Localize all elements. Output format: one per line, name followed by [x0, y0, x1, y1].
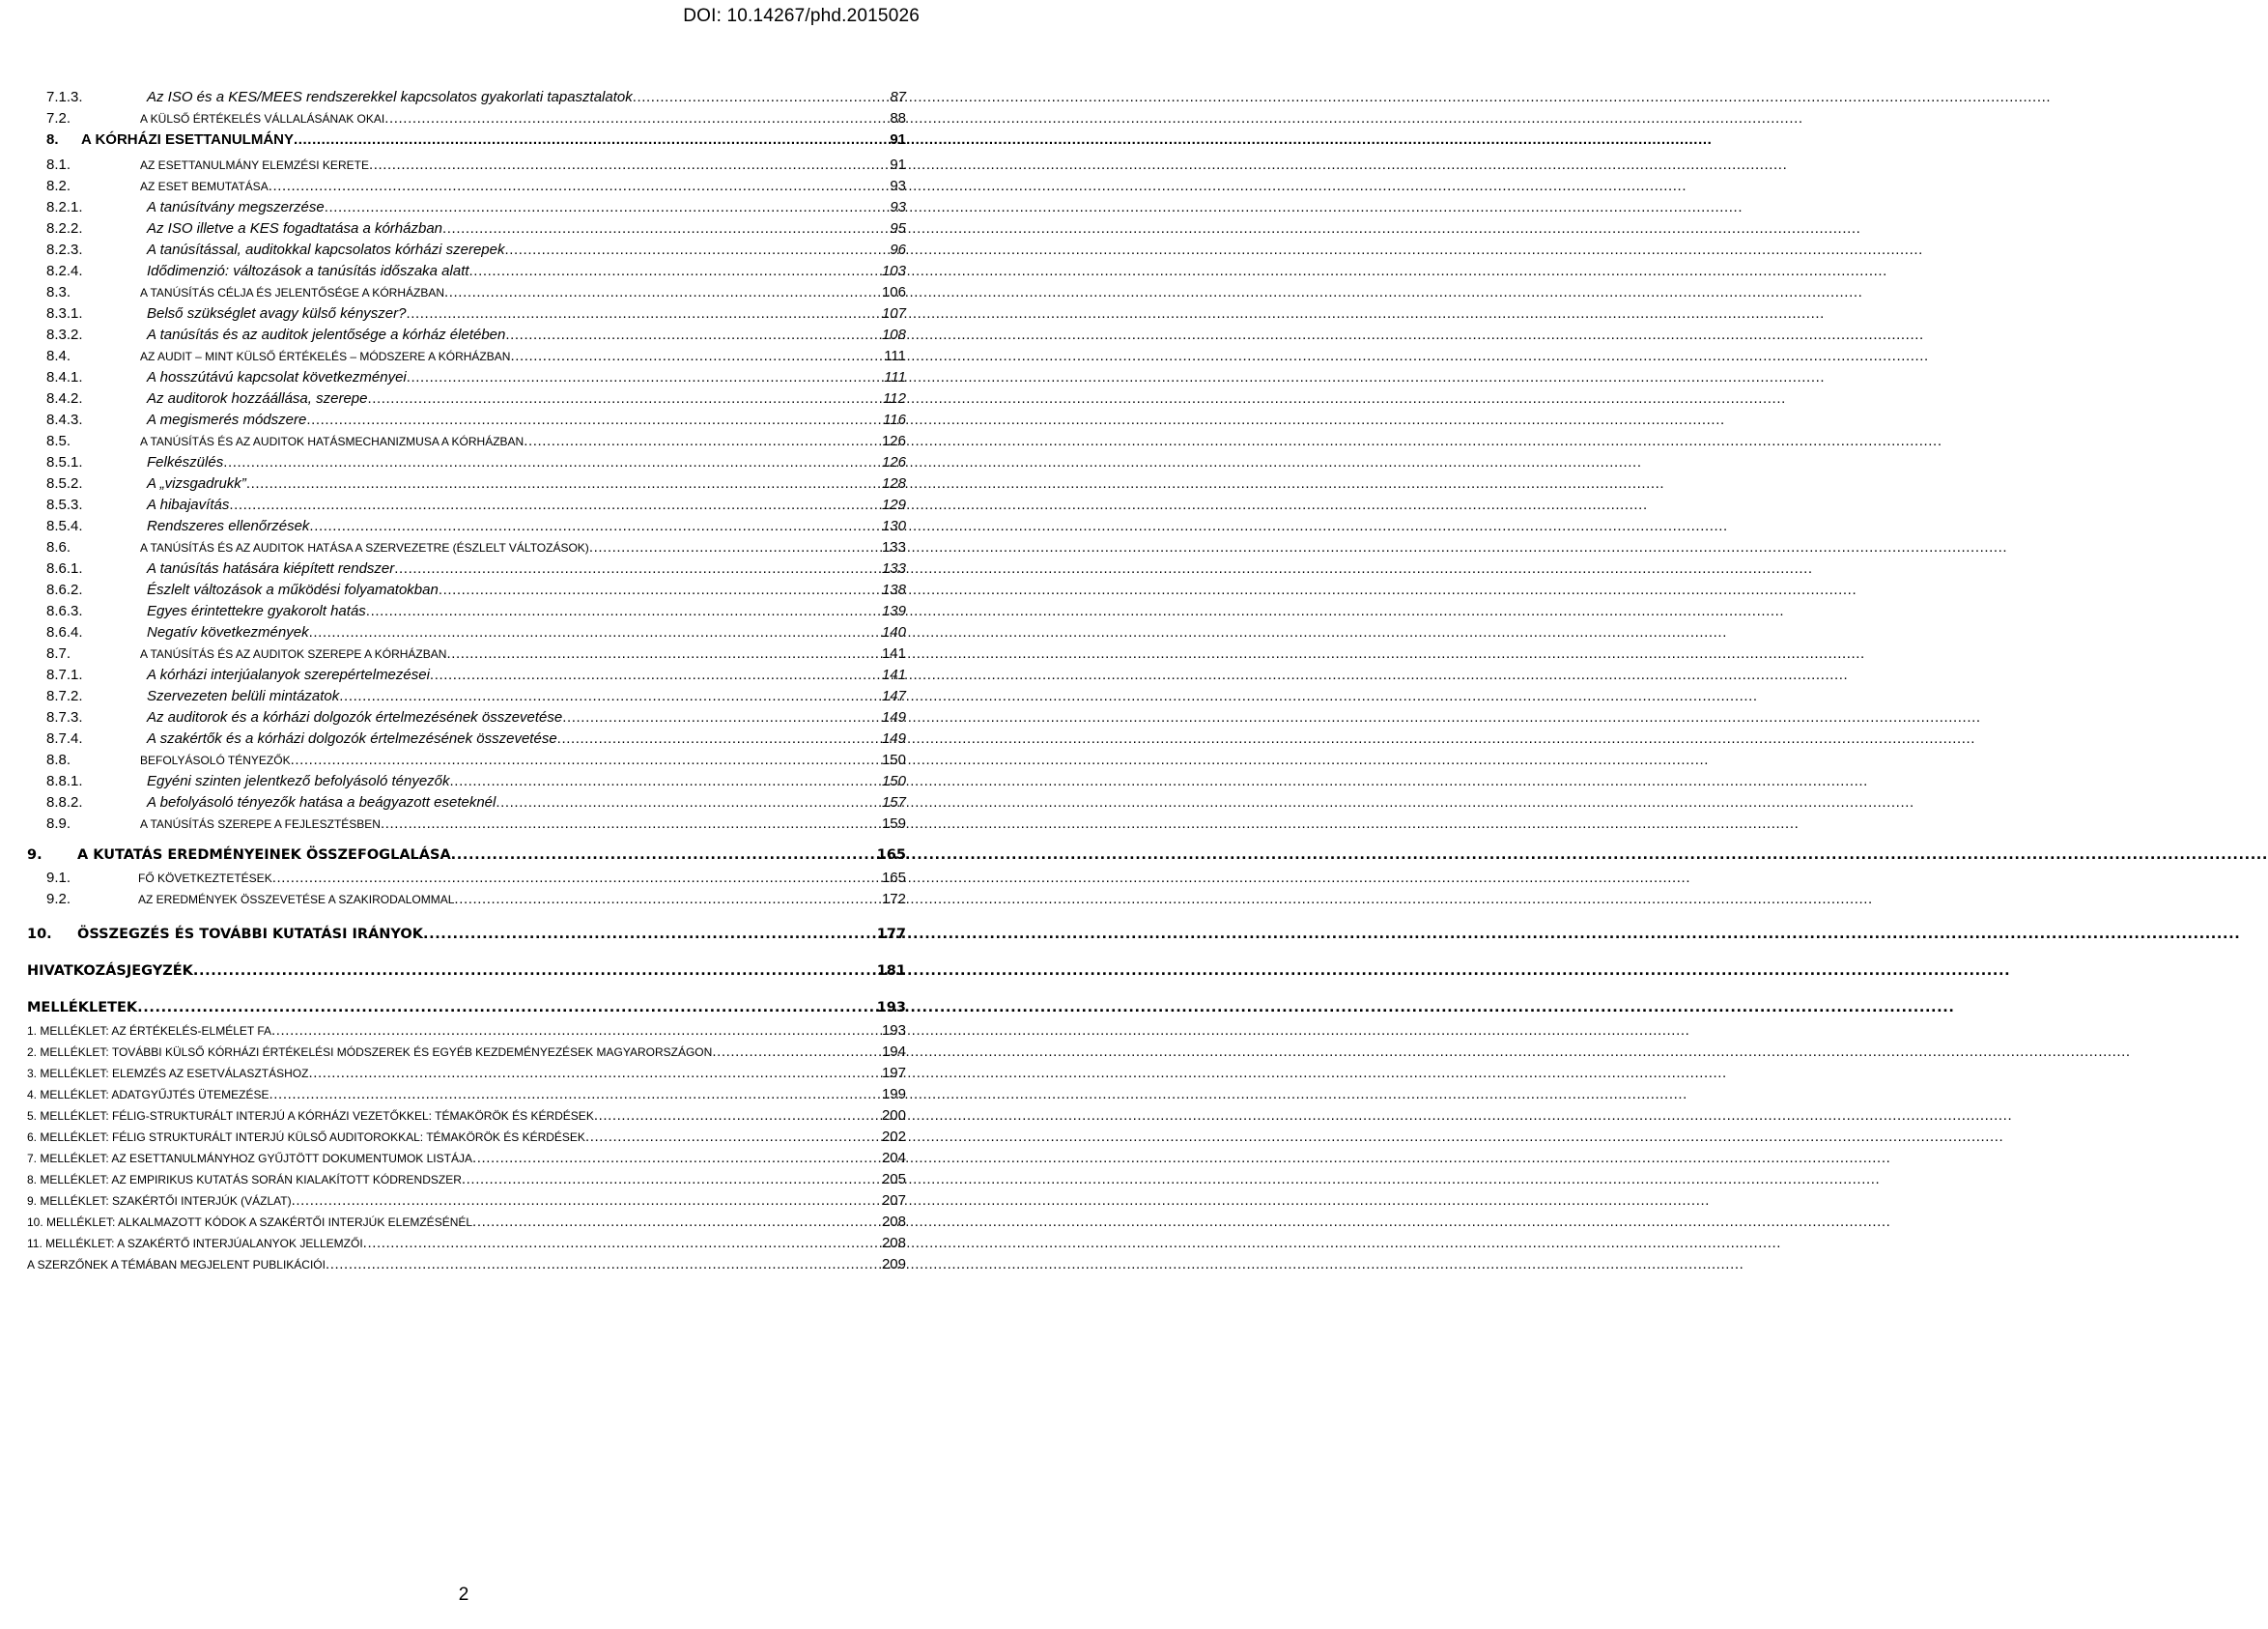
toc-entry-page: 139: [881, 603, 906, 619]
toc-dot-leader: [589, 539, 880, 557]
toc-entry-page: 200: [881, 1107, 906, 1124]
toc-entry[interactable]: [27, 1043, 906, 1065]
toc-entry[interactable]: [27, 131, 906, 157]
toc-dot-leader: [472, 1150, 880, 1167]
toc-entry-title: 7. MELLÉKLET: AZ ESETTANULMÁNYHOZ GYŰJTÖTT DOKUMENTUMOK LISTÁJA: [27, 1152, 472, 1165]
toc-entry[interactable]: [27, 369, 906, 390]
toc-entry[interactable]: [27, 582, 906, 603]
toc-entry[interactable]: [27, 1107, 906, 1129]
toc-entry-number: 8.4.3.: [46, 412, 83, 428]
toc-entry-page: 93: [890, 199, 906, 215]
toc-entry[interactable]: [27, 688, 906, 709]
toc-dot-leader: [496, 794, 880, 812]
toc-entry[interactable]: [27, 433, 906, 454]
toc-entry-title: ÖSSZEGZÉS ÉS TOVÁBBI KUTATÁSI IRÁNYOK: [77, 927, 423, 942]
toc-entry-title: MELLÉKLETEK: [27, 1000, 138, 1015]
toc-entry-page: 197: [881, 1065, 906, 1081]
toc-dot-leader: [505, 327, 880, 344]
doi-header: DOI: 10.14267/phd.2015026: [683, 6, 920, 26]
toc-entry-page: 157: [881, 794, 906, 811]
toc-entry-page: 88: [890, 110, 906, 127]
toc-entry-title: Az ISO illetve a KES fogadtatása a kórházban: [147, 220, 443, 237]
toc-entry[interactable]: [27, 1214, 906, 1235]
toc-entry-number: 8.5.3.: [46, 497, 83, 513]
toc-entry-page: 165: [881, 870, 906, 886]
toc-entry-title: A „vizsgadrukk”: [147, 475, 246, 492]
toc-entry[interactable]: [27, 773, 906, 794]
toc-entry-page: 107: [881, 305, 906, 322]
toc-entry-number: 8.7.3.: [46, 709, 83, 726]
toc-dot-leader: [444, 284, 880, 301]
toc-entry-title: A TANÚSÍTÁS SZEREPE A FEJLESZTÉSBEN: [140, 817, 381, 831]
toc-dot-leader: [366, 603, 880, 620]
toc-entry[interactable]: [27, 1192, 906, 1214]
toc-dot-leader: [469, 263, 880, 280]
toc-dot-leader: [504, 242, 888, 259]
toc-entry[interactable]: [27, 1235, 906, 1256]
toc-entry-title: A tanúsítás hatására kiépített rendszer: [147, 560, 395, 577]
toc-entry[interactable]: [27, 870, 906, 891]
toc-entry-title: A TANÚSÍTÁS ÉS AZ AUDITOK HATÁSA A SZERVEZETRE (ÉSZLELT VÁLTOZÁSOK): [140, 541, 589, 555]
toc-entry-number: 9.1.: [46, 870, 71, 886]
toc-entry[interactable]: [27, 645, 906, 667]
toc-entry-page: 108: [881, 327, 906, 343]
toc-entry[interactable]: [27, 475, 906, 497]
toc-entry-page: 133: [881, 560, 906, 577]
toc-dot-leader: [223, 454, 880, 472]
toc-dot-leader: [325, 199, 889, 216]
toc-entry-number: 10.: [27, 927, 52, 942]
toc-entry-number: 8.2.4.: [46, 263, 83, 279]
toc-entry-title: FŐ KÖVETKEZTETÉSEK: [138, 872, 272, 885]
toc-entry-number: 8.8.2.: [46, 794, 83, 811]
toc-entry[interactable]: [27, 220, 906, 242]
toc-entry-page: 172: [881, 891, 906, 907]
toc-entry-number: 7.2.: [46, 110, 71, 127]
toc-entry-page: 194: [881, 1043, 906, 1060]
toc-dot-leader: [309, 518, 880, 535]
toc-entry-title: Észlelt változások a működési folyamatokban: [147, 582, 439, 598]
toc-entry-page: 147: [881, 688, 906, 704]
toc-entry-page: 91: [890, 157, 906, 173]
toc-dot-leader: [633, 89, 889, 106]
toc-entry-number: 9.2.: [46, 891, 71, 907]
toc-entry-title: 8. MELLÉKLET: AZ EMPIRIKUS KUTATÁS SORÁN KIALAKÍTOTT KÓDRENDSZER: [27, 1173, 462, 1186]
toc-dot-leader: [446, 645, 880, 663]
toc-entry-page: 202: [881, 1129, 906, 1145]
toc-entry-number: 8.6.: [46, 539, 71, 556]
toc-entry[interactable]: [27, 603, 906, 624]
toc-entry-number: 8.5.: [46, 433, 71, 449]
toc-entry-page: 111: [884, 369, 906, 386]
toc-entry[interactable]: [27, 199, 906, 220]
toc-entry[interactable]: [27, 539, 906, 560]
toc-entry-title: Az auditorok és a kórházi dolgozók értelmezésének összevetése: [147, 709, 563, 726]
toc-entry-number: 8.7.: [46, 645, 71, 662]
toc-entry[interactable]: [27, 89, 906, 110]
toc-entry-title: Egyéni szinten jelentkező befolyásoló tényezők: [147, 773, 450, 789]
toc-entry[interactable]: [27, 390, 906, 412]
toc-entry-title: 10. MELLÉKLET: ALKALMAZOTT KÓDOK A SZAKÉRTŐI INTERJÚK ELEMZÉSÉNÉL: [27, 1215, 473, 1229]
toc-entry[interactable]: [27, 815, 906, 837]
toc-entry[interactable]: [27, 844, 906, 870]
toc-entry-page: 208: [881, 1235, 906, 1251]
toc-entry-title: A tanúsítás és az auditok jelentősége a kórház életében: [147, 327, 506, 343]
toc-entry-page: 208: [881, 1214, 906, 1230]
toc-entry-number: 8.3.2.: [46, 327, 83, 343]
toc-entry-page: 112: [883, 390, 906, 407]
toc-entry-page: 116: [883, 412, 906, 428]
toc-entry[interactable]: [27, 891, 906, 912]
toc-entry-title: 1. MELLÉKLET: AZ ÉRTÉKELÉS-ELMÉLET FA: [27, 1024, 271, 1038]
toc-entry-title: BEFOLYÁSOLÓ TÉNYEZŐK: [140, 754, 291, 767]
toc-entry[interactable]: [27, 284, 906, 305]
toc-dot-leader: [308, 1065, 880, 1082]
toc-entry[interactable]: [27, 1086, 906, 1107]
toc-entry-page: 91: [890, 131, 906, 148]
toc-entry-number: 8.7.2.: [46, 688, 83, 704]
toc-dot-leader: [439, 582, 880, 599]
toc-entry-number: 8.2.1.: [46, 199, 83, 215]
toc-entry[interactable]: [27, 1022, 906, 1043]
toc-entry-page: 205: [881, 1171, 906, 1187]
toc-entry-title: HIVATKOZÁSJEGYZÉK: [27, 963, 193, 979]
toc-entry-number: 8.3.: [46, 284, 71, 300]
toc-entry-number: 8.7.1.: [46, 667, 83, 683]
toc-entry-title: 5. MELLÉKLET: FÉLIG-STRUKTURÁLT INTERJÚ A KÓRHÁZI VEZETŐKKEL: TÉMAKÖRÖK ÉS KÉRDÉSEK: [27, 1109, 594, 1123]
toc-entry-page: 204: [881, 1150, 906, 1166]
toc-entry-page: 133: [881, 539, 906, 556]
toc-entry-number: 8.4.: [46, 348, 71, 364]
toc-entry[interactable]: [27, 178, 906, 199]
toc-entry-title: A KÓRHÁZI ESETTANULMÁNY: [81, 131, 294, 148]
toc-entry[interactable]: [27, 348, 906, 369]
toc-dot-leader: [557, 730, 880, 748]
toc-entry-number: 8.2.3.: [46, 242, 83, 258]
toc-entry-title: AZ EREDMÉNYEK ÖSSZEVETÉSE A SZAKIRODALOMMAL: [138, 893, 455, 906]
toc-entry-number: 8.7.4.: [46, 730, 83, 747]
toc-dot-leader: [406, 305, 879, 323]
toc-entry-page: 126: [881, 454, 906, 471]
toc-dot-leader: [294, 131, 888, 149]
toc-entry-title: Az ISO és a KES/MEES rendszerekkel kapcsolatos gyakorlati tapasztalatok: [147, 89, 633, 105]
toc-entry-page: 149: [881, 709, 906, 726]
toc-entry-page: 126: [881, 433, 906, 449]
toc-entry-page: 140: [881, 624, 906, 641]
toc-dot-leader: [430, 667, 880, 684]
toc-entry-page: 141: [881, 667, 906, 683]
toc-dot-leader: [510, 348, 882, 365]
toc-dot-leader: [193, 960, 875, 982]
toc-dot-leader: [454, 891, 880, 908]
toc-dot-leader: [292, 1192, 880, 1210]
toc-entry-number: 8.2.: [46, 178, 71, 194]
toc-entry-page: 130: [881, 518, 906, 534]
toc-entry-page: 93: [890, 178, 906, 194]
toc-entry-page: 207: [881, 1192, 906, 1209]
toc-dot-leader: [712, 1043, 880, 1061]
toc-dot-leader: [246, 475, 880, 493]
toc-entry-number: 8.6.3.: [46, 603, 83, 619]
toc-entry-number: 8.2.2.: [46, 220, 83, 237]
toc-dot-leader: [585, 1129, 880, 1146]
toc-entry-page: 138: [881, 582, 906, 598]
toc-entry-title: 3. MELLÉKLET: ELEMZÉS AZ ESETVÁLASZTÁSHOZ: [27, 1067, 309, 1080]
toc-entry-title: 11. MELLÉKLET: A SZAKÉRTŐ INTERJÚALANYOK JELLEMZŐI: [27, 1237, 363, 1250]
toc-entry[interactable]: [27, 667, 906, 688]
toc-entry[interactable]: [27, 1256, 906, 1277]
toc-dot-leader: [442, 220, 888, 238]
toc-entry-page: 193: [876, 1000, 906, 1015]
toc-entry-title: 9. MELLÉKLET: SZAKÉRTŐI INTERJÚK (VÁZLAT): [27, 1194, 292, 1208]
toc-entry[interactable]: [27, 1129, 906, 1150]
toc-entry-page: 111: [884, 348, 906, 364]
toc-entry-title: Az auditorok hozzáállása, szerepe: [147, 390, 368, 407]
toc-entry[interactable]: [27, 412, 906, 433]
toc-entry-title: A hibajavítás: [147, 497, 230, 513]
toc-dot-leader: [326, 1256, 880, 1273]
toc-entry-page: 150: [881, 752, 906, 768]
toc-entry-number: 8.5.1.: [46, 454, 83, 471]
toc-dot-leader: [451, 844, 875, 866]
toc-entry-page: 141: [881, 645, 906, 662]
toc-entry-number: 8.: [46, 131, 59, 148]
toc-dot-leader: [367, 390, 881, 408]
toc-entry-number: 8.1.: [46, 157, 71, 173]
toc-entry-title: A tanúsítással, auditokkal kapcsolatos kórházi szerepek: [147, 242, 505, 258]
toc-entry-number: 8.4.2.: [46, 390, 83, 407]
toc-entry-number: 8.8.1.: [46, 773, 83, 789]
toc-entry-title: A hosszútávú kapcsolat következményei: [147, 369, 407, 386]
toc-entry-number: 8.8.: [46, 752, 71, 768]
toc-entry[interactable]: [27, 997, 906, 1022]
toc-dot-leader: [381, 815, 880, 833]
toc-entry-page: 128: [881, 475, 906, 492]
toc-entry[interactable]: [27, 1150, 906, 1171]
toc-entry-page: 199: [881, 1086, 906, 1102]
toc-dot-leader: [306, 412, 881, 429]
toc-entry-page: 129: [881, 497, 906, 513]
toc-entry[interactable]: [27, 730, 906, 752]
toc-entry[interactable]: [27, 454, 906, 475]
toc-dot-leader: [462, 1171, 880, 1188]
toc-entry-page: 87: [890, 89, 906, 105]
toc-dot-leader: [339, 688, 880, 705]
toc-dot-leader: [272, 870, 880, 887]
toc-entry-title: Negatív következmények: [147, 624, 309, 641]
toc-dot-leader: [562, 709, 880, 727]
toc-entry[interactable]: [27, 518, 906, 539]
toc-dot-leader: [472, 1214, 880, 1231]
toc-entry-number: 9.: [27, 847, 43, 863]
toc-entry-page: 103: [881, 263, 906, 279]
toc-entry-page: 193: [881, 1022, 906, 1039]
toc-entry[interactable]: [27, 327, 906, 348]
toc-entry-number: 8.3.1.: [46, 305, 83, 322]
toc-entry-page: 95: [890, 220, 906, 237]
toc-dot-leader: [594, 1107, 880, 1125]
toc-entry[interactable]: [27, 1065, 906, 1086]
toc-entry[interactable]: [27, 960, 906, 986]
toc-entry-title: A megismerés módszere: [147, 412, 307, 428]
toc-dot-leader: [524, 433, 880, 450]
toc-entry-title: A TANÚSÍTÁS CÉLJA ÉS JELENTŐSÉGE A KÓRHÁZBAN: [140, 286, 444, 300]
toc-entry[interactable]: [27, 497, 906, 518]
toc-dot-leader: [407, 369, 882, 386]
toc-entry-page: 96: [890, 242, 906, 258]
toc-entry-title: AZ ESET BEMUTATÁSA: [140, 180, 269, 193]
table-of-contents: [27, 89, 906, 1277]
toc-dot-leader: [363, 1235, 880, 1252]
toc-entry-title: A KUTATÁS EREDMÉNYEINEK ÖSSZEFOGLALÁSA: [77, 847, 451, 863]
toc-entry-number: 8.4.1.: [46, 369, 83, 386]
toc-entry-title: A KÜLSŐ ÉRTÉKELÉS VÁLLALÁSÁNAK OKAI: [140, 112, 385, 126]
toc-entry-title: 4. MELLÉKLET: ADATGYŰJTÉS ÜTEMEZÉSE: [27, 1088, 269, 1101]
toc-entry-title: AZ AUDIT – MINT KÜLSŐ ÉRTÉKELÉS – MÓDSZERE A KÓRHÁZBAN: [140, 350, 511, 363]
toc-dot-leader: [309, 624, 880, 642]
toc-entry[interactable]: [27, 924, 906, 949]
toc-entry-title: A befolyásoló tényezők hatása a beágyazott eseteknél: [147, 794, 496, 811]
toc-entry[interactable]: [27, 560, 906, 582]
toc-entry[interactable]: [27, 752, 906, 773]
toc-entry-page: 209: [881, 1256, 906, 1272]
toc-entry-page: 177: [876, 927, 906, 942]
toc-dot-leader: [229, 497, 880, 514]
toc-entry[interactable]: [27, 110, 906, 131]
toc-dot-leader: [137, 997, 875, 1018]
toc-entry-title: 2. MELLÉKLET: TOVÁBBI KÜLSŐ KÓRHÁZI ÉRTÉKELÉSI MÓDSZEREK ÉS EGYÉB KEZDEMÉNYEZÉSEK MAGYARORSZÁGON: [27, 1045, 713, 1059]
toc-entry-title: AZ ESETTANULMÁNY ELEMZÉSI KERETE: [140, 158, 369, 172]
toc-entry-title: A TANÚSÍTÁS ÉS AZ AUDITOK SZEREPE A KÓRHÁZBAN: [140, 647, 447, 661]
toc-entry-number: 8.5.4.: [46, 518, 83, 534]
toc-entry[interactable]: [27, 242, 906, 263]
toc-dot-leader: [291, 752, 880, 769]
toc-entry[interactable]: [27, 794, 906, 815]
toc-entry-page: 106: [881, 284, 906, 300]
toc-entry-title: Egyes érintettekre gyakorolt hatás: [147, 603, 366, 619]
toc-entry-page: 149: [881, 730, 906, 747]
toc-entry-number: 8.5.2.: [46, 475, 83, 492]
toc-entry-page: 165: [876, 847, 906, 863]
toc-dot-leader: [271, 1022, 880, 1040]
toc-entry-title: A kórházi interjúalanyok szerepértelmezései: [147, 667, 430, 683]
toc-entry-title: Rendszeres ellenőrzések: [147, 518, 310, 534]
toc-entry-number: 8.6.2.: [46, 582, 83, 598]
toc-entry[interactable]: [27, 709, 906, 730]
toc-dot-leader: [423, 924, 875, 945]
toc-entry-title: Szervezeten belüli mintázatok: [147, 688, 340, 704]
toc-entry-page: 181: [876, 963, 906, 979]
toc-entry-title: Belső szükséglet avagy külső kényszer?: [147, 305, 407, 322]
toc-dot-leader: [269, 178, 889, 195]
toc-entry-number: 8.6.4.: [46, 624, 83, 641]
toc-entry-title: A SZERZŐNEK A TÉMÁBAN MEGJELENT PUBLIKÁCIÓI: [27, 1258, 326, 1272]
toc-entry[interactable]: [27, 1171, 906, 1192]
toc-dot-leader: [394, 560, 880, 578]
toc-entry-number: 8.9.: [46, 815, 71, 832]
toc-dot-leader: [384, 110, 888, 128]
toc-entry-number: 8.6.1.: [46, 560, 83, 577]
toc-entry-title: Idődimenzió: változások a tanúsítás időszaka alatt: [147, 263, 469, 279]
page-number: 2: [458, 1585, 469, 1605]
toc-entry-title: A tanúsítvány megszerzése: [147, 199, 325, 215]
toc-entry[interactable]: [27, 305, 906, 327]
toc-entry[interactable]: [27, 263, 906, 284]
toc-entry-number: 7.1.3.: [46, 89, 83, 105]
toc-entry-title: A TANÚSÍTÁS ÉS AZ AUDITOK HATÁSMECHANIZMUSA A KÓRHÁZBAN: [140, 435, 524, 448]
toc-entry-page: 150: [881, 773, 906, 789]
toc-dot-leader: [450, 773, 880, 790]
toc-entry-title: Felkészülés: [147, 454, 224, 471]
toc-entry[interactable]: [27, 157, 906, 178]
toc-entry-title: 6. MELLÉKLET: FÉLIG STRUKTURÁLT INTERJÚ KÜLSŐ AUDITOROKKAL: TÉMAKÖRÖK ÉS KÉRDÉSEK: [27, 1130, 585, 1144]
toc-entry[interactable]: [27, 624, 906, 645]
toc-entry-title: A szakértők és a kórházi dolgozók értelmezésének összevetése: [147, 730, 557, 747]
toc-dot-leader: [369, 157, 888, 174]
toc-dot-leader: [269, 1086, 880, 1103]
toc-entry-page: 159: [881, 815, 906, 832]
